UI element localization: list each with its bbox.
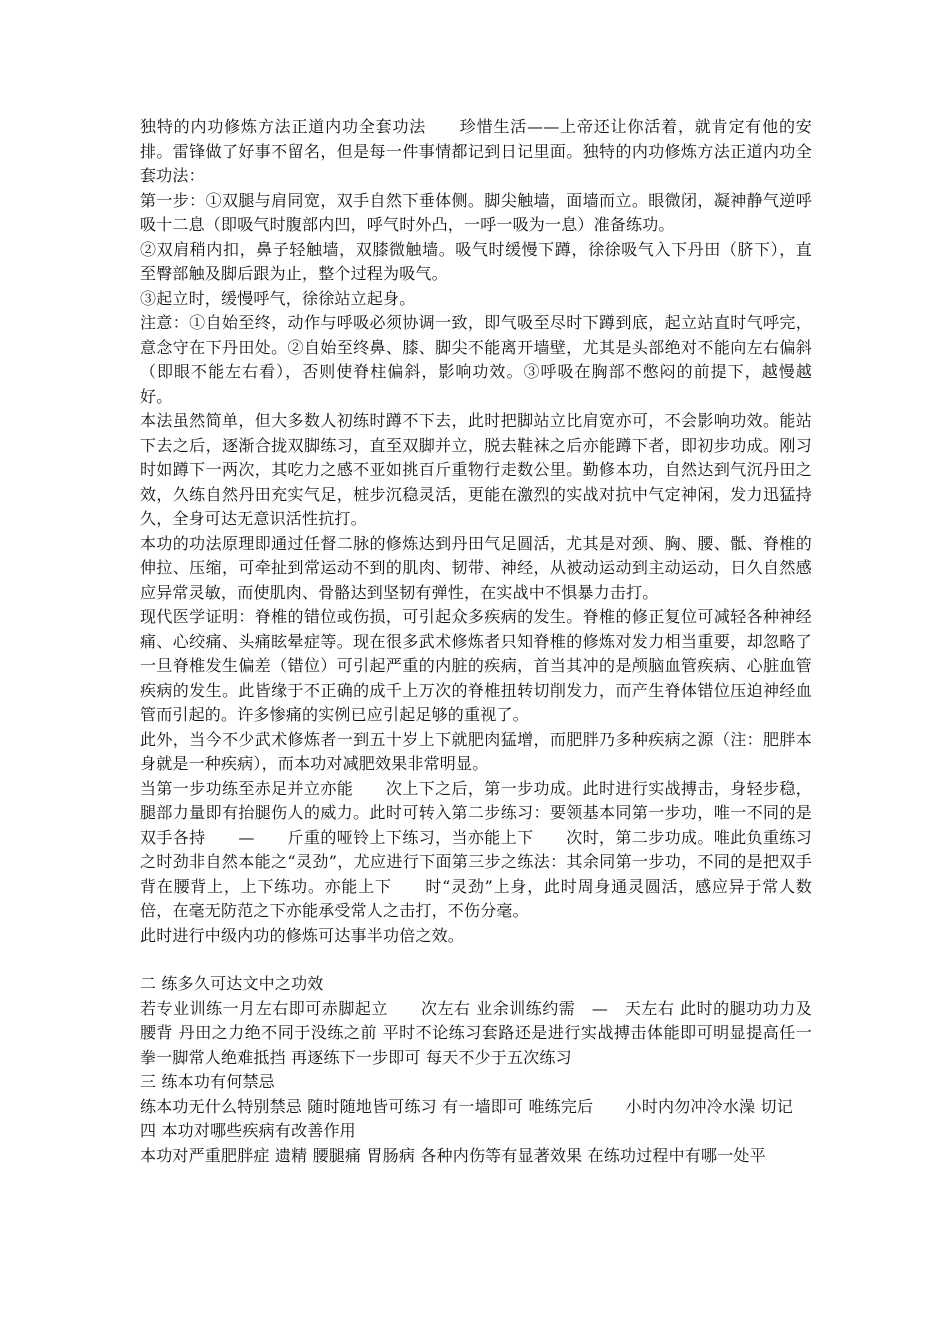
paragraph-step1-1: 第一步：①双腿与肩同宽，双手自然下垂体侧。脚尖触墙，面墙而立。眼微闭，凝神静气逆呼吸十二息（即吸气时腹部内凹，呼气时外凸，一呼一吸为一息）准备练功。 <box>140 190 812 234</box>
paragraph-benefits: 本功对严重肥胖症 遗精 腰腿痛 胃肠病 各种内伤等有显著效果 在练功过程中有哪一处平 <box>140 1145 766 1165</box>
paragraph-conclusion: 此时进行中级内功的修炼可达事半功倍之效。 <box>140 925 465 945</box>
paragraph-weight: 此外，当今不少武术修炼者一到五十岁上下就肥肉猛增，而肥胖乃多种疾病之源（注：肥胖本身就是一种疾病），而本功对减肥效果非常明显。 <box>140 729 812 773</box>
paragraph-medical: 现代医学证明：脊椎的错位或伤损，可引起众多疾病的发生。脊椎的修正复位可减轻各种神经痛、心绞痛、头痛眩晕症等。现在很多武术修炼者只知脊椎的修炼对发力相当重要，却忽略了一旦脊椎发生偏差（错位）可引起严重的内脏的疾病，首当其冲的是颅脑血管疾病、心脏血管疾病的发生。此皆缘于不正确的成千上万次的脊椎扭转切削发力，而产生脊体错位压迫神经血管而引起的。许多惨痛的实例已应引起足够的重视了。 <box>140 607 812 724</box>
paragraph-step1-2: ②双肩稍内扣，鼻子轻触墙，双膝微触墙。吸气时缓慢下蹲，徐徐吸气入下丹田（脐下），直至臀部触及脚后跟为止，整个过程为吸气。 <box>140 239 812 283</box>
paragraph-taboos: 练本功无什么特别禁忌 随时随地皆可练习 有一墙即可 唯练完后 小时内勿冲冷水澡 切记 <box>140 1096 793 1116</box>
paragraph-notes: 注意：①自始至终，动作与呼吸必须协调一致，即气吸至尽时下蹲到底，起立站直时气呼完，意念守在下丹田处。②自始至终鼻、膝、脚尖不能离开墙壁，尤其是头部绝对不能向左右偏斜（即眼不能左右看），否则使脊柱偏斜，影响功效。③呼吸在胸部不憋闷的前提下，越慢越好。 <box>140 313 812 406</box>
paragraph-principle: 本功的功法原理即通过任督二脉的修炼达到丹田气足圆活，尤其是对颈、胸、腰、骶、脊椎的伸拉、压缩，可牵扯到常运动不到的肌肉、韧带、神经，从被动运动到主动运动，日久自然感应异常灵敏，而使肌肉、骨骼达到坚韧有弹性，在实战中不惧暴力击打。 <box>140 533 812 602</box>
paragraph-method: 本法虽然简单，但大多数人初练时蹲不下去，此时把脚站立比肩宽亦可，不会影响功效。能站下去之后，逐渐合拢双脚练习，直至双脚并立，脱去鞋袜之后亦能蹲下者，即初步功成。刚习时如蹲下一两次，其吃力之感不亚如挑百斤重物行走数公里。勤修本功，自然达到气沉丹田之效，久练自然丹田充实气足，桩步沉稳灵活，更能在激烈的实战对抗中气定神闲，发力迅猛持久，全身可达无意识活性抗打。 <box>140 411 812 528</box>
paragraph-intro: 独特的内功修炼方法正道内功全套功法 珍惜生活——上帝还让你活着，就肯定有他的安排。雷锋做了好事不留名，但是每一件事情都记到日记里面。独特的内功修炼方法正道内功全套功法： <box>140 117 812 185</box>
paragraph-duration: 若专业训练一月左右即可赤脚起立 次左右 业余训练约需 — 天左右 此时的腿功功力及腰背 丹田之力绝不同于没练之前 平时不论练习套路还是进行实战搏击体能即可明显提高任一拳一脚常人绝难抵挡 再逐练下一步即可 每天不少于五次练习 <box>140 998 812 1067</box>
document-body <box>140 115 812 1168</box>
paragraph-step1-3: ③起立时，缓慢呼气，徐徐站立起身。 <box>140 288 416 308</box>
paragraph-steps-2-3: 当第一步功练至赤足并立亦能 次上下之后，第一步功成。此时进行实战搏击，身轻步稳，腿部力量即有抬腿伤人的威力。此时可转入第二步练习：要领基本同第一步功，唯一不同的是双手各持 — 斤重的哑铃上下练习，当亦能上下 次时，第二步功成。唯此负重练习之时劲非自然本能之“灵劲”，尤应进行下面第三步之练法：其余同第一步功，不同的是把双手背在腰背上，上下练功。亦能上下 时“灵劲”上身，此时周身通灵圆活，感应异于常人数倍，在毫无防范之下亦能承受常人之击打，不伤分毫。 <box>140 778 812 920</box>
section-heading-2: 二 练多久可达文中之功效 <box>140 974 324 993</box>
section-heading-3: 三 练本功有何禁忌 <box>140 1072 275 1091</box>
section-heading-4: 四 本功对哪些疾病有改善作用 <box>140 1121 356 1140</box>
